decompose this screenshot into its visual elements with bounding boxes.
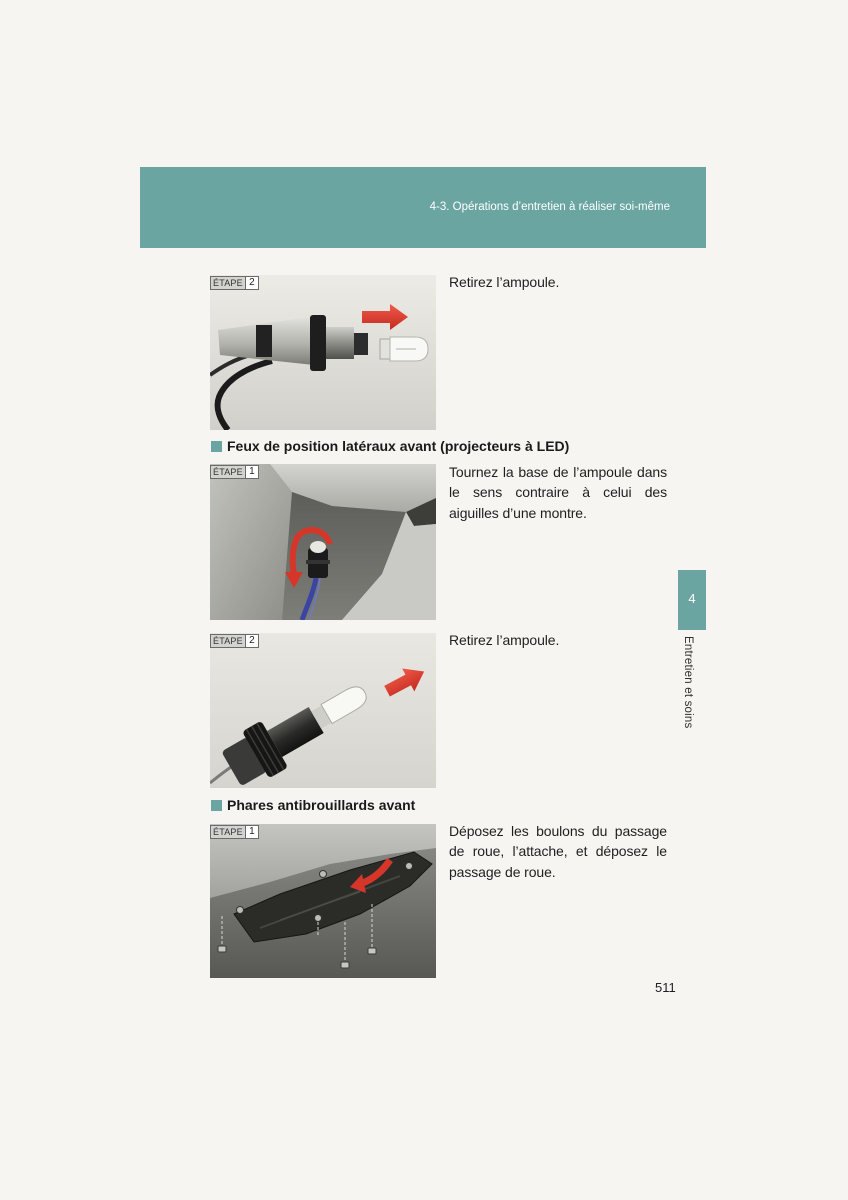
step-tag — [210, 634, 259, 648]
body-surface — [210, 464, 292, 620]
bulb-removal-illustration — [210, 275, 436, 430]
step-instruction: Déposez les boulons du passage de roue, l’attache, et déposez le passage de roue. — [449, 823, 667, 880]
bulb-removal-figure — [210, 275, 436, 430]
step-label: ÉTAPE — [210, 465, 246, 479]
section-heading-text: Phares antibrouillards avant — [227, 797, 416, 813]
section-title: 4-3. Opérations d’entretien à réaliser soi-même — [429, 201, 670, 213]
step-number: 1 — [246, 465, 259, 479]
step-label: ÉTAPE — [210, 634, 246, 648]
twist-base-figure — [210, 464, 436, 620]
step-tag — [210, 825, 259, 839]
chapter-tab — [678, 570, 706, 630]
chapter-title: Entretien et soins — [682, 636, 694, 729]
square-bullet-icon — [211, 800, 222, 811]
section-header — [140, 167, 706, 248]
step-number: 1 — [246, 825, 259, 839]
step-instruction: Retirez l’ampoule. — [449, 274, 560, 290]
page-number: 511 — [655, 980, 676, 995]
section-heading — [210, 796, 415, 814]
step-tag — [210, 465, 259, 479]
bulb-removal-illustration — [210, 633, 436, 788]
step-label: ÉTAPE — [210, 276, 246, 290]
fender-liner-illustration — [210, 824, 436, 978]
bulb — [380, 337, 428, 361]
step-number: 2 — [246, 276, 259, 290]
square-bullet-icon — [211, 441, 222, 452]
step-instruction: Tournez la base de l’ampoule dans le sens contraire à celui des aiguilles d’une montre. — [449, 464, 667, 521]
step-tag — [210, 276, 259, 290]
step-label: ÉTAPE — [210, 825, 246, 839]
bulb-removal-figure — [210, 633, 436, 788]
section-heading — [210, 437, 569, 455]
fender-liner-figure — [210, 824, 436, 978]
chapter-number: 4 — [688, 591, 696, 606]
section-heading-text: Feux de position latéraux avant (projecteurs à LED) — [227, 438, 570, 454]
twist-base-illustration — [210, 464, 436, 620]
step-instruction: Retirez l’ampoule. — [449, 632, 560, 648]
step-number: 2 — [246, 634, 259, 648]
